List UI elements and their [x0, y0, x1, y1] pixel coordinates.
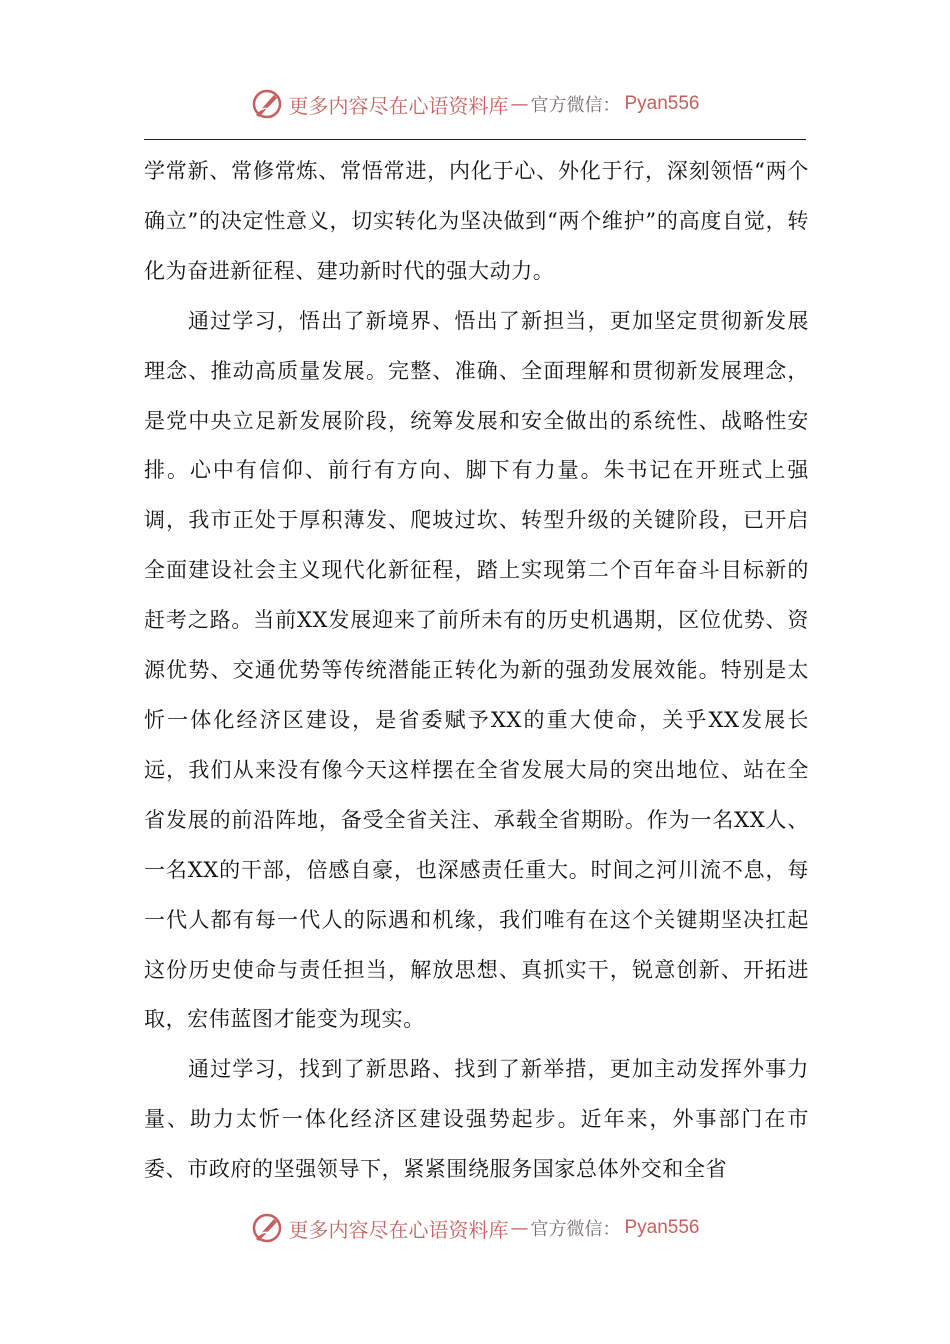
banner-wechat-label: 官方微信：: [530, 95, 621, 116]
footer-banner: [0, 1208, 950, 1248]
paragraph-3: 通过学习，找到了新思路、找到了新举措，更加主动发挥外事力量、助力太忻一体化经济区建设强势起步。近年来，外事部门在市委、市政府的坚强领导下，紧紧围绕服务国家总体外交和全省: [144, 1057, 809, 1182]
banner-dash: —: [510, 93, 529, 115]
pen-logo-icon: [250, 1211, 284, 1245]
banner-dash: —: [510, 1217, 529, 1239]
banner-wechat-label: 官方微信：: [530, 1219, 621, 1240]
paragraph-2: 通过学习，悟出了新境界、悟出了新担当，更加坚定贯彻新发展理念、推动高质量发展。完整、准确、全面理解和贯彻新发展理念，是党中央立足新发展阶段，统筹发展和安全做出的系统性、战略性安排。心中有信仰、前行有方向、脚下有力量。朱书记在开班式上强调，我市正处于厚积薄发、爬坡过坎、转型升级的关键阶段，已开启全面建设社会主义现代化新征程，踏上实现第二个百年奋斗目标新的赶考之路。当前XX发展迎来了前所未有的历史机遇期，区位优势、资源优势、交通优势等传统潜能正转化为新的强劲发展效能。特别是太忻一体化经济区建设，是省委赋予XX的重大使命，关乎XX发展长远，我们从来没有像今天这样摆在全省发展大局的突出地位、站在全省发展的前沿阵地，备受全省关注、承载全省期盼。作为一名XX人、一名XX的干部，倍感自豪，也深感责任重大。时间之河川流不息，每一代人都有每一代人的际遇和机缘，我们唯有在这个关键期坚决扛起这份历史使命与责任担当，解放思想、真抓实干，锐意创新、开拓进取，宏伟蓝图才能变为现实。: [144, 308, 809, 1032]
banner-wechat-id: Pyan556: [624, 93, 700, 114]
pen-logo-icon: [250, 87, 284, 121]
banner-wechat-id: Pyan556: [624, 1217, 700, 1238]
banner-brand-text: 更多内容尽在心语资料库: [288, 93, 509, 118]
document-body: [144, 147, 809, 1195]
paragraph-1: 学常新、常修常炼、常悟常进，内化于心、外化于行，深刻领悟“两个确立”的决定性意义，切实转化为坚决做到“两个维护”的高度自觉，转化为奋进新征程、建功新时代的强大动力。: [144, 159, 809, 283]
header-banner: [0, 84, 950, 124]
banner-brand-text: 更多内容尽在心语资料库: [288, 1217, 509, 1242]
header-divider: [144, 139, 806, 140]
